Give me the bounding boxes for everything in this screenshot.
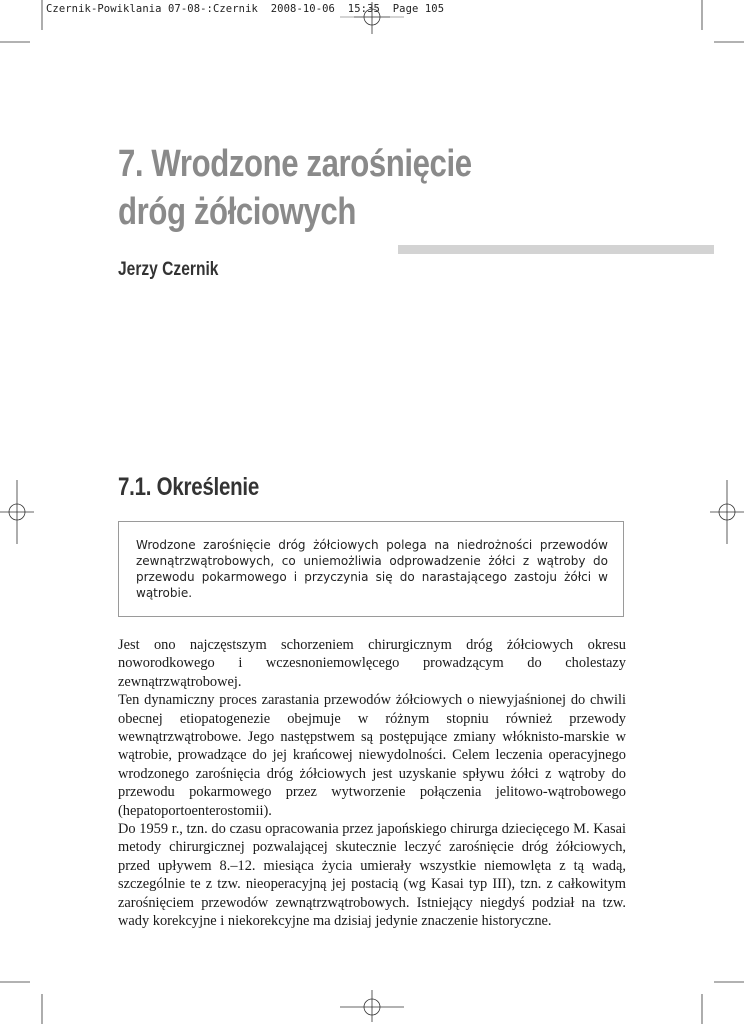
chapter-title — [118, 140, 577, 236]
chapter-title-line-1: 7. Wrodzone zarośnięcie — [118, 143, 472, 185]
body-paragraph-2: Ten dynamiczny proces zarastania przewodów żółciowych o niewyjaśnionej do chwili obecnej etiopatogenezie obejmuje w różnym stopniu również przewody wewnątrzwątrobowe. Jego następstwem są postępujące zmiany włóknisto-marskie w wątrobie, prowadzące do jej krańcowej niewydolności. Celem leczenia operacyjnego wrodzonego zarośnięcia dróg żółciowych jest uzyskanie spływu żółci z wątroby do przewodu pokarmowego przez wytworzenie połączenia jelitowo-wątrobowego (hepatoportoenterostomii). — [118, 692, 626, 819]
registration-mark-left — [0, 480, 34, 544]
section-heading: 7.1. Określenie — [118, 473, 260, 501]
chapter-title-line-2: dróg żółciowych — [118, 191, 356, 233]
registration-mark-right — [710, 480, 744, 544]
registration-mark-top — [340, 2, 404, 34]
body-text — [118, 636, 626, 931]
registration-mark-bottom — [340, 990, 404, 1022]
print-slug: Czernik-Powiklania 07-08-:Czernik 2008-10-06 15:35 Page 105 — [46, 3, 445, 15]
title-underline-bar — [398, 245, 714, 254]
body-paragraph-3: Do 1959 r., tzn. do czasu opracowania przez japońskiego chirurga dziecięcego M. Kasai metody chirurgicznej pozwalającej skutecznie leczyć zarośnięcie dróg żółciowych, przed upływem 8.–12. miesiąca życia umierały wszystkie niemowlęta z tą wadą, szczególnie te z tzw. nieoperacyjną jej postacią (wg Kasai typ III), tzn. z całkowitym zarośnięciem przewodów zewnątrzwątrobowych. Istniejący niegdyś podział na tzw. wady korekcyjne i niekorekcyjne ma dzisiaj jedynie znaczenie historyczne. — [118, 821, 626, 930]
body-paragraph-1: Jest ono najczęstszym schorzeniem chirurgicznym dróg żółciowych okresu noworodkowego i wczesnoniemowlęcego prowadzącym do cholestazy zewnątrzwątrobowej. — [118, 637, 626, 690]
definition-text: Wrodzone zarośnięcie dróg żółciowych polega na niedrożności przewodów zewnątrzwątrobowych, co uniemożliwia odprowadzenie żółci z wątroby do przewodu pokarmowego i przyczynia się do narastającego zastoju żółci w wątrobie. — [136, 538, 608, 600]
definition-box — [118, 521, 624, 617]
chapter-author: Jerzy Czernik — [118, 259, 219, 280]
